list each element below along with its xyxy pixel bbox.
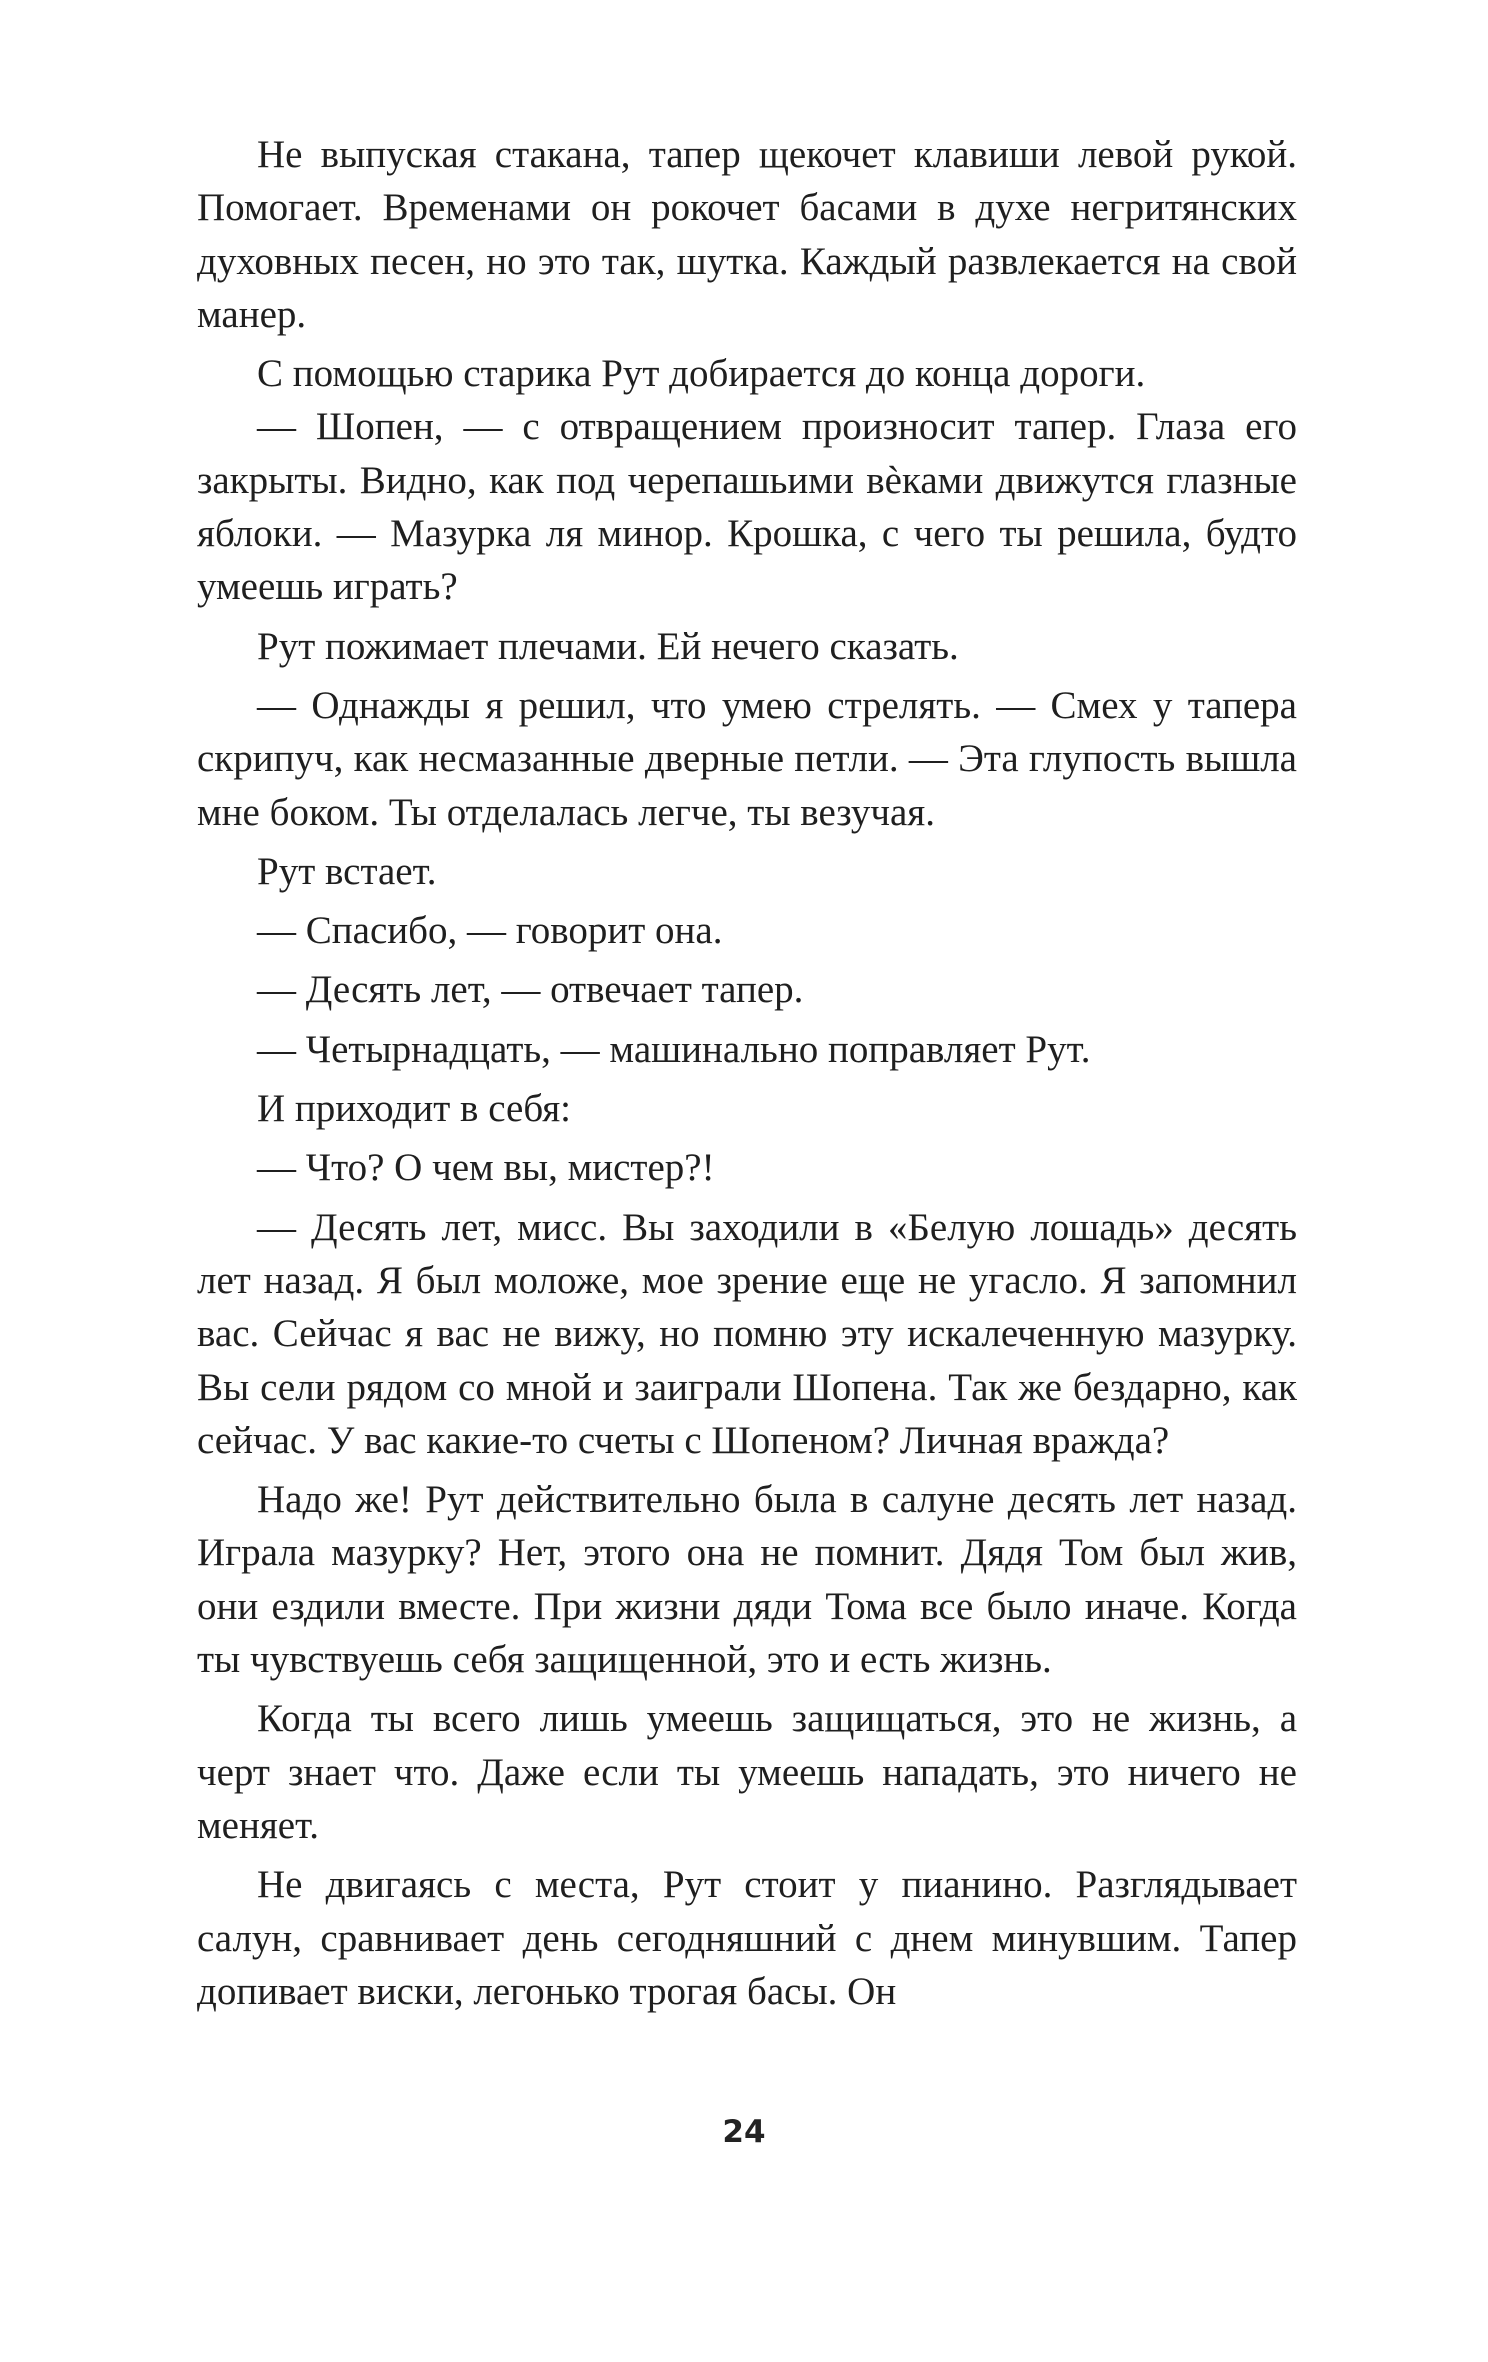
paragraph: — Однажды я решил, что умею стрелять. — Смех у тапера скрипуч, как несмазанные дверные петли. — Эта глупость вышла мне боком. Ты отделалась легче, ты везучая. (197, 683, 1297, 834)
paragraph: Когда ты всего лишь умеешь защищаться, это не жизнь, а черт знает что. Даже если ты умеешь нападать, это ничего не меняет. (197, 1697, 1297, 1847)
paragraph: — Десять лет, — отвечает тапер. (257, 968, 804, 1012)
paragraph: — Шопен, — с отвращением произносит тапер. Глаза его закрыты. Видно, как под черепашьими вѐками движутся глазные яблоки. — Мазурка ля минор. Крошка, с чего ты решила, будто умеешь играть? (197, 405, 1297, 609)
paragraph: — Четырнадцать, — машинально поправляет Рут. (257, 1027, 1091, 1071)
paragraph: — Спасибо, — говорит она. (257, 909, 723, 953)
paragraph: Не двигаясь с места, Рут стоит у пианино. Разглядывает салун, сравнивает день сегодняшний с днем минувшим. Тапер допивает виски, легонько трогая басы. Он (197, 1863, 1297, 2013)
paragraph: — Десять лет, мисс. Вы заходили в «Белую лошадь» десять лет назад. Я был моложе, мое зрение еще не угасло. Я запомнил вас. Сейчас я вас не вижу, но помню эту искалеченную мазурку. Вы сели рядом со мной и заиграли Шопена. Так же бездарно, как сейчас. У вас какие-то счеты с Шопеном? Личная вражда? (197, 1205, 1297, 1462)
page-number: 24 (722, 2114, 766, 2150)
paragraph: — Что? О чем вы, мистер?! (257, 1146, 715, 1190)
paragraph: С помощью старика Рут добирается до конца дороги. (257, 352, 1146, 396)
paragraph: И приходит в себя: (257, 1087, 571, 1131)
paragraph: Не выпуская стакана, тапер щекочет клавиши левой рукой. Помогает. Временами он рокочет басами в духе негритянских духовных песен, но это так, шутка. Каждый развлекается на свой манер. (197, 133, 1297, 336)
paragraph: Рут пожимает плечами. Ей нечего сказать. (257, 624, 959, 668)
paragraph: Рут встает. (257, 849, 437, 893)
paragraph: Надо же! Рут действительно была в салуне десять лет назад. Играла мазурку? Нет, этого она не помнит. Дядя Том был жив, они ездили вместе. При жизни дяди Тома все было иначе. Когда ты чувствуешь себя защищенной, это и есть жизнь. (197, 1478, 1297, 1682)
book-page-text (197, 128, 1297, 2018)
